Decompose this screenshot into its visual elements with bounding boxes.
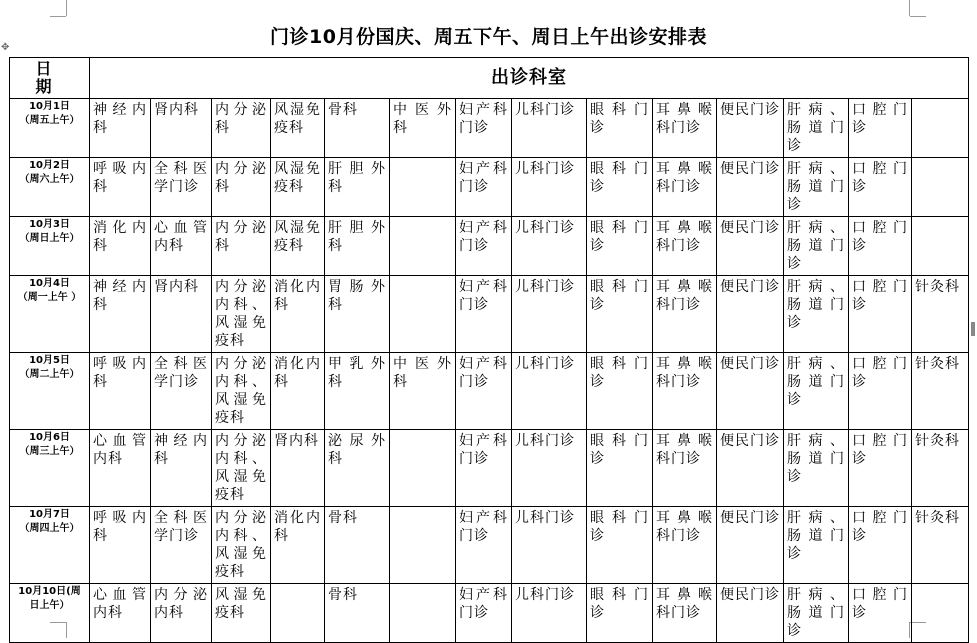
dept-cell: 儿科门诊 bbox=[512, 158, 587, 217]
dept-cell: 眼科门诊 bbox=[587, 276, 653, 353]
dept-cell: 眼科门诊 bbox=[587, 99, 653, 158]
dept-cell: 内分泌内科、风湿免疫科 bbox=[212, 507, 271, 584]
dept-cell: 便民门诊 bbox=[717, 217, 784, 276]
dept-cell: 眼科门诊 bbox=[587, 430, 653, 507]
dept-cell bbox=[912, 217, 969, 276]
dept-cell: 肝病、肠道门诊 bbox=[784, 353, 849, 430]
dept-cell: 内分泌内科 bbox=[151, 584, 212, 643]
date-line1: 10月6日 bbox=[29, 432, 70, 443]
dept-cell: 针灸科 bbox=[912, 507, 969, 584]
dept-cell: 全科医学门诊 bbox=[151, 353, 212, 430]
dept-cell bbox=[390, 158, 456, 217]
dept-cell: 风湿免疫科 bbox=[271, 99, 325, 158]
document-title: 门诊10月份国庆、周五下午、周日上午出诊安排表 bbox=[270, 26, 707, 48]
dept-cell: 肝病、肠道门诊 bbox=[784, 217, 849, 276]
dept-cell: 肝病、肠道门诊 bbox=[784, 430, 849, 507]
dept-cell bbox=[390, 507, 456, 584]
date-line2: （周三上午） bbox=[19, 446, 80, 457]
date-line2: （周四上午） bbox=[19, 523, 80, 534]
dept-cell: 儿科门诊 bbox=[512, 99, 587, 158]
dept-cell: 口腔门诊 bbox=[849, 353, 912, 430]
schedule-row bbox=[10, 217, 969, 276]
date-line1: 10月4日 bbox=[29, 278, 70, 289]
dept-cell: 妇产科门诊 bbox=[456, 507, 512, 584]
dept-cell: 妇产科门诊 bbox=[456, 276, 512, 353]
dept-cell: 耳鼻喉科门诊 bbox=[653, 276, 717, 353]
date-line1: 10月3日 bbox=[29, 219, 70, 230]
dept-cell: 消化内科 bbox=[271, 353, 325, 430]
schedule-row bbox=[10, 430, 969, 507]
dept-cell: 风湿免疫科 bbox=[271, 217, 325, 276]
date-cell bbox=[10, 584, 90, 643]
dept-cell: 妇产科门诊 bbox=[456, 584, 512, 643]
dept-cell: 肝胆外科 bbox=[325, 158, 390, 217]
dept-cell: 心血管内科 bbox=[90, 584, 151, 643]
date-line1: 10月1日 bbox=[29, 101, 70, 112]
dept-cell: 耳鼻喉科门诊 bbox=[653, 217, 717, 276]
dept-cell: 便民门诊 bbox=[717, 584, 784, 643]
date-line2: （周五上午） bbox=[19, 115, 80, 126]
schedule-table bbox=[9, 57, 969, 643]
dept-cell: 泌尿外科 bbox=[325, 430, 390, 507]
dept-cell bbox=[912, 584, 969, 643]
dept-cell: 口腔门诊 bbox=[849, 507, 912, 584]
dept-cell: 耳鼻喉科门诊 bbox=[653, 353, 717, 430]
date-line1: 10月5日 bbox=[29, 355, 70, 366]
dept-cell bbox=[390, 584, 456, 643]
date-cell bbox=[10, 217, 90, 276]
dept-cell: 内分泌科 bbox=[212, 217, 271, 276]
date-cell bbox=[10, 99, 90, 158]
dept-cell: 内分泌科 bbox=[212, 99, 271, 158]
schedule-row bbox=[10, 353, 969, 430]
dept-cell: 妇产科门诊 bbox=[456, 158, 512, 217]
dept-cell: 风湿免疫科 bbox=[271, 158, 325, 217]
dept-cell: 风湿免疫科 bbox=[212, 584, 271, 643]
dept-cell: 肝病、肠道门诊 bbox=[784, 276, 849, 353]
dept-cell: 甲乳外科 bbox=[325, 353, 390, 430]
dept-cell: 耳鼻喉科门诊 bbox=[653, 584, 717, 643]
dept-cell: 针灸科 bbox=[912, 353, 969, 430]
dept-cell: 便民门诊 bbox=[717, 507, 784, 584]
dept-cell: 针灸科 bbox=[912, 430, 969, 507]
schedule-row bbox=[10, 507, 969, 584]
dept-cell bbox=[912, 99, 969, 158]
dept-cell: 儿科门诊 bbox=[512, 217, 587, 276]
date-cell bbox=[10, 353, 90, 430]
dept-cell: 耳鼻喉科门诊 bbox=[653, 158, 717, 217]
dept-cell: 儿科门诊 bbox=[512, 507, 587, 584]
dept-cell: 便民门诊 bbox=[717, 158, 784, 217]
dept-cell: 妇产科门诊 bbox=[456, 430, 512, 507]
dept-cell: 骨科 bbox=[325, 507, 390, 584]
dept-cell: 妇产科门诊 bbox=[456, 217, 512, 276]
date-line2: （周一上午 ） bbox=[17, 292, 82, 303]
dept-cell: 妇产科门诊 bbox=[456, 99, 512, 158]
dept-cell: 神经内科 bbox=[90, 276, 151, 353]
dept-cell: 胃肠外科 bbox=[325, 276, 390, 353]
date-line2: （周二上午） bbox=[19, 369, 80, 380]
date-header: 日 期 bbox=[10, 58, 90, 99]
dept-cell: 口腔门诊 bbox=[849, 584, 912, 643]
dept-cell: 心血管内科 bbox=[90, 430, 151, 507]
date-line1: 10月2日 bbox=[29, 160, 70, 171]
dept-cell: 儿科门诊 bbox=[512, 430, 587, 507]
dept-cell: 便民门诊 bbox=[717, 99, 784, 158]
schedule-row bbox=[10, 276, 969, 353]
dept-cell: 便民门诊 bbox=[717, 353, 784, 430]
dept-cell: 眼科门诊 bbox=[587, 353, 653, 430]
dept-cell: 消化内科 bbox=[271, 276, 325, 353]
dept-cell: 口腔门诊 bbox=[849, 158, 912, 217]
dept-cell bbox=[390, 217, 456, 276]
dept-cell: 全科医学门诊 bbox=[151, 158, 212, 217]
dept-cell: 骨科 bbox=[325, 99, 390, 158]
dept-cell: 内分泌科 bbox=[212, 158, 271, 217]
dept-cell: 中医外科 bbox=[390, 99, 456, 158]
dept-cell: 肾内科 bbox=[151, 99, 212, 158]
dept-cell: 口腔门诊 bbox=[849, 276, 912, 353]
dept-cell: 儿科门诊 bbox=[512, 276, 587, 353]
date-line1: 10月7日 bbox=[29, 509, 70, 520]
dept-cell: 眼科门诊 bbox=[587, 217, 653, 276]
dept-cell: 肾内科 bbox=[271, 430, 325, 507]
date-line2: （周日上午） bbox=[19, 233, 80, 244]
dept-cell: 骨科 bbox=[325, 584, 390, 643]
dept-header: 出诊科室 bbox=[90, 58, 969, 99]
dept-cell: 内分泌内科、风湿免疫科 bbox=[212, 430, 271, 507]
dept-cell: 口腔门诊 bbox=[849, 430, 912, 507]
crop-mark-top-left-h bbox=[50, 16, 66, 17]
date-cell bbox=[10, 158, 90, 217]
schedule-row bbox=[10, 584, 969, 643]
dept-cell: 呼吸内科 bbox=[90, 353, 151, 430]
dept-cell: 肝病、肠道门诊 bbox=[784, 99, 849, 158]
dept-cell bbox=[390, 276, 456, 353]
dept-cell bbox=[271, 584, 325, 643]
dept-cell: 口腔门诊 bbox=[849, 217, 912, 276]
dept-cell bbox=[390, 430, 456, 507]
dept-cell: 肝病、肠道门诊 bbox=[784, 584, 849, 643]
dept-cell: 心血管内科 bbox=[151, 217, 212, 276]
dept-cell: 儿科门诊 bbox=[512, 353, 587, 430]
dept-cell: 针灸科 bbox=[912, 276, 969, 353]
date-cell bbox=[10, 276, 90, 353]
dept-cell: 神经内科 bbox=[151, 430, 212, 507]
dept-cell: 呼吸内科 bbox=[90, 158, 151, 217]
crop-mark-top-left bbox=[66, 0, 67, 16]
table-move-handle-icon[interactable]: ✥ bbox=[1, 42, 10, 53]
dept-cell: 内分泌内科、风湿免疫科 bbox=[212, 276, 271, 353]
dept-cell: 儿科门诊 bbox=[512, 584, 587, 643]
date-cell bbox=[10, 430, 90, 507]
dept-cell: 便民门诊 bbox=[717, 276, 784, 353]
date-line2: （周六上午） bbox=[19, 174, 80, 185]
dept-cell: 呼吸内科 bbox=[90, 507, 151, 584]
dept-cell: 便民门诊 bbox=[717, 430, 784, 507]
dept-cell: 消化内科 bbox=[271, 507, 325, 584]
dept-cell: 肝病、肠道门诊 bbox=[784, 507, 849, 584]
schedule-row bbox=[10, 158, 969, 217]
dept-cell: 口腔门诊 bbox=[849, 99, 912, 158]
dept-cell: 神经内科 bbox=[90, 99, 151, 158]
date-line1: 10月10日(周 bbox=[18, 586, 81, 597]
dept-cell: 眼科门诊 bbox=[587, 158, 653, 217]
date-cell bbox=[10, 507, 90, 584]
dept-cell: 消化内科 bbox=[90, 217, 151, 276]
dept-cell: 妇产科门诊 bbox=[456, 353, 512, 430]
dept-cell: 中医外科 bbox=[390, 353, 456, 430]
dept-cell: 耳鼻喉科门诊 bbox=[653, 99, 717, 158]
schedule-row bbox=[10, 99, 969, 158]
dept-cell: 肾内科 bbox=[151, 276, 212, 353]
dept-cell: 眼科门诊 bbox=[587, 584, 653, 643]
dept-cell: 耳鼻喉科门诊 bbox=[653, 430, 717, 507]
dept-cell: 肝病、肠道门诊 bbox=[784, 158, 849, 217]
dept-cell: 全科医学门诊 bbox=[151, 507, 212, 584]
dept-cell: 内分泌内科、风湿免疫科 bbox=[212, 353, 271, 430]
date-line2: 日上午） bbox=[29, 600, 70, 611]
header-row bbox=[10, 58, 969, 99]
dept-cell: 肝胆外科 bbox=[325, 217, 390, 276]
crop-mark-top-right-h bbox=[910, 16, 926, 17]
dept-cell: 眼科门诊 bbox=[587, 507, 653, 584]
dept-cell: 耳鼻喉科门诊 bbox=[653, 507, 717, 584]
crop-mark-top-right bbox=[909, 0, 910, 16]
scroll-marker[interactable] bbox=[971, 322, 975, 336]
dept-cell bbox=[912, 158, 969, 217]
